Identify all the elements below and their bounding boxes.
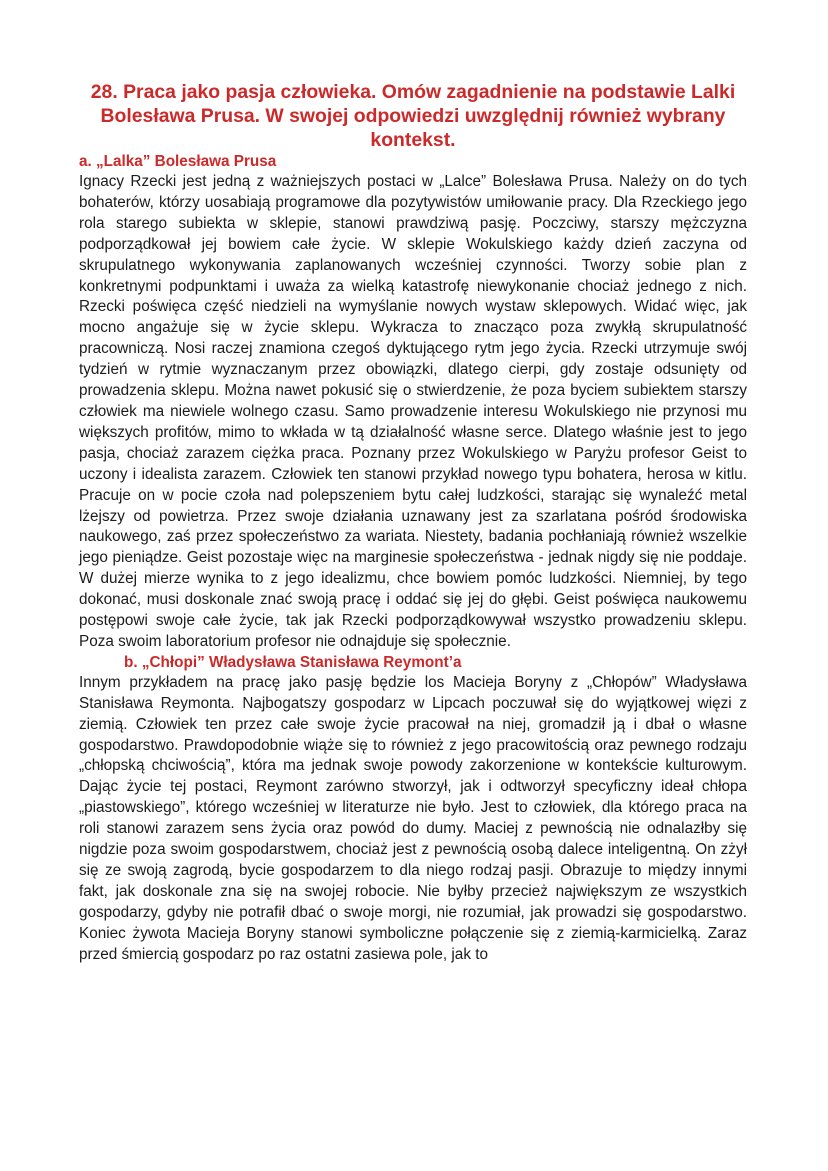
section-chlopi: [79, 653, 747, 966]
section-heading-chlopi: b. „Chłopi” Władysława Stanisława Reymont’a: [124, 653, 462, 671]
section-heading-lalka: a. „Lalka” Bolesława Prusa: [79, 153, 277, 170]
section-body-lalka: Ignacy Rzecki jest jedną z ważniejszych postaci w „Lalce” Bolesława Prusa. Należy on do tych bohaterów, którzy uosabiają programowe dla pozytywistów umiłowanie pracy. Dla Rzeckiego jego rola starego subiekta w sklepie, stanowi prawdziwą pasję. Poczciwy, starszy mężczyzna podporządkował jej bowiem całe życie. W sklepie Wokulskiego każdy dzień zaczyna od skrupulatnego wykonywania zaplanowanych wcześniej czynności. Tworzy sobie plan z konkretnymi podpunktami i uważa za wielką katastrofę niewykonanie chociaż jednego z nich. Rzecki poświęca część niedzieli na wymyślanie nowych wystaw sklepowych. Widać więc, jak mocno angażuje się w życie sklepu. Wykracza to znacząco poza zwykłą skrupulatność pracowniczą. Nosi raczej znamiona czegoś dyktującego rytm jego życia. Rzecki utrzymuje swój tydzień w rytmie wyznaczanym przez obowiązki, dlatego cierpi, gdy zostaje odsunięty od prowadzenia sklepu. Można nawet pokusić się o stwierdzenie, że poza byciem subiektem starszy człowiek ma niewiele wolnego czasu. Samo prowadzenie interesu Wokulskiego nie przynosi mu większych profitów, mimo to wkłada w tą działalność własne serce. Dlatego właśnie jest to jego pasja, chociaż zarazem ciężka praca. Poznany przez Wokulskiego w Paryżu profesor Geist to uczony i idealista zarazem. Człowiek ten stanowi przykład nowego typu bohatera, herosa w kitlu. Pracuje on w pocie czoła nad polepszeniem bytu całej ludzkości, starając się wynaleźć metal lżejszy od powietrza. Przez swoje działania uznawany jest za szarlatana pośród środowiska naukowego, zaś przez społeczeństwo za wariata. Niestety, badania pochłaniają również wszelkie jego pieniądze. Geist pozostaje więc na marginesie społeczeństwa - jednak nigdy się nie poddaje. W dużej mierze wynika to z jego idealizmu, chce bowiem pomóc ludzkości. Niemniej, by tego dokonać, musi doskonale znać swoją pracę i oddać się jej do głębi. Geist poświęca naukowemu postępowi swoje całe życie, tak jak Rzecki podporządkowywał wszystko prowadzeniu sklepu. Poza swoim laboratorium profesor nie odnajduje się społecznie.: [79, 173, 747, 650]
section-lalka: [79, 152, 747, 653]
section-body-chlopi: Innym przykładem na pracę jako pasję będzie los Macieja Boryny z „Chłopów” Władysława Stanisława Reymonta. Najbogatszy gospodarz w Lipcach poczuwał się do wyjątkowej więzi z ziemią. Człowiek ten przez całe swoje życie pracował na niej, gromadził ją i dbał o własne gospodarstwo. Prawdopodobnie wiąże się to również z jego pracowitością oraz pewnego rodzaju „chłopską chciwością”, która ma jednak swoje powody zakorzenione w kontekście kulturowym. Dając życie tej postaci, Reymont zarówno stworzył, jak i odtworzył specyficzny ideał chłopa „piastowskiego”, którego wcześniej w literaturze nie było. Jest to człowiek, dla którego praca na roli stanowi zarazem sens życia oraz powód do dumy. Maciej z pewnością nie odnalazłby się nigdzie poza swoim gospodarstwem, chociaż jest z pewnością osobą dalece inteligentną. On zżył się ze swoją zagrodą, bycie gospodarzem to dla niego rodzaj pasji. Obrazuje to między innymi fakt, jak doskonale zna się na swojej robocie. Nie byłby przecież największym ze wszystkich gospodarzy, gdyby nie potrafił dbać o swoje morgi, nie rozumiał, jak prowadzi się gospodarstwo. Koniec żywota Macieja Boryny stanowi symboliczne połączenie się z ziemią-karmicielką. Zaraz przed śmiercią gospodarz po raz ostatni zasiewa pole, jak to: [79, 673, 747, 963]
document-content: [79, 80, 747, 966]
document-title: 28. Praca jako pasja człowieka. Omów zagadnienie na podstawie Lalki Bolesława Prusa. W swojej odpowiedzi uwzględnij również wybrany kontekst.: [90, 81, 736, 151]
